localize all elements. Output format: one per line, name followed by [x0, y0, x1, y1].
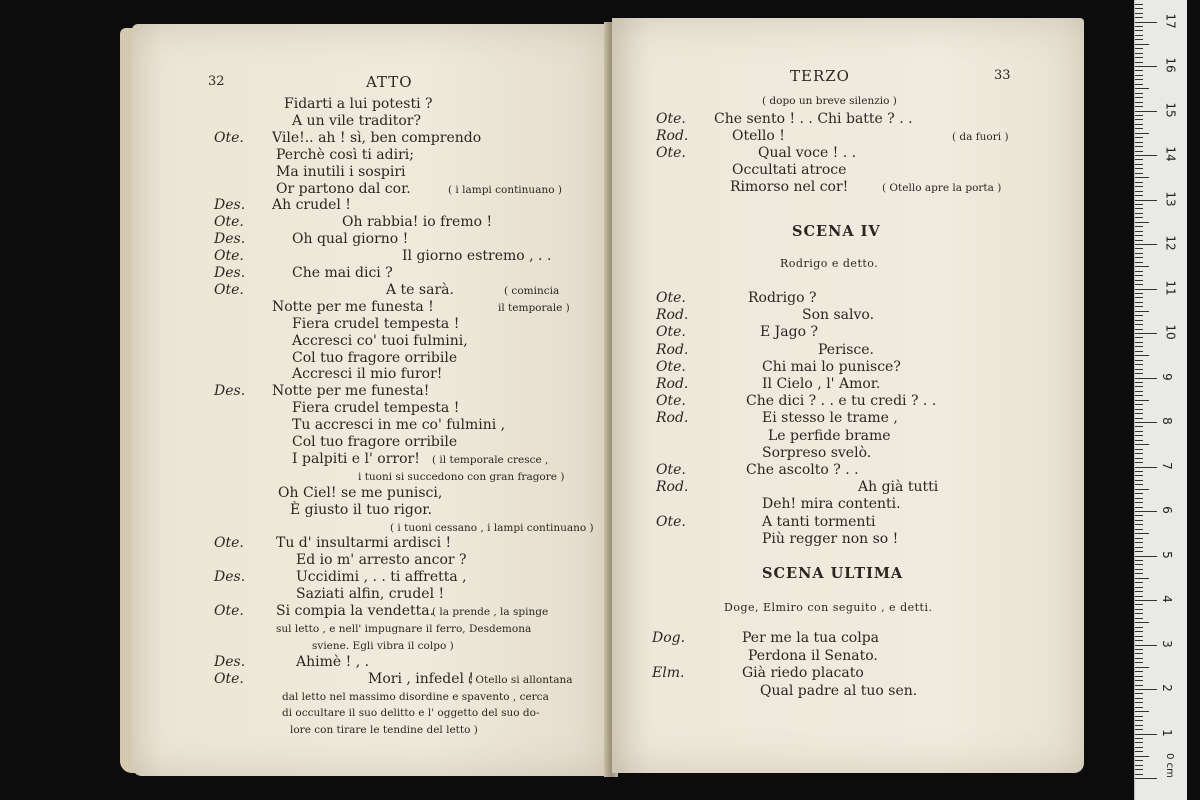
verse-line: Accresci co' tuoi fulmini, — [292, 332, 468, 349]
ruler-unit: 0 cm — [1163, 753, 1175, 778]
speaker-label: Rod. — [656, 410, 689, 427]
verse-line: Perisce. — [818, 341, 875, 358]
verse-line: Qual padre al tuo sen. — [760, 682, 918, 699]
speaker-label: Elm. — [652, 665, 685, 681]
verse-line: Oh Ciel! se me punisci, — [278, 484, 443, 501]
verse-line: Vile!.. ah ! sì, ben comprendo — [272, 129, 482, 146]
verse-line: Perdona il Senato. — [748, 647, 878, 664]
verse-line: Che dici ? . . e tu credi ? . . — [746, 393, 937, 410]
verse-line: Rimorso nel cor! — [730, 179, 849, 195]
speaker-label: Ote. — [214, 603, 244, 619]
open-book — [118, 18, 1088, 783]
speaker-label: Ote. — [214, 129, 244, 146]
verse-line: Sorpreso svelò. — [762, 444, 872, 461]
speaker-label: Ote. — [214, 670, 244, 687]
verse-line: Deh! mira contenti. — [762, 496, 901, 513]
verse-line: Ei stesso le trame , — [762, 410, 898, 427]
verse-line: Ma inutili i sospiri — [276, 163, 406, 180]
ruler-label: 2 — [1159, 684, 1174, 692]
stage-direction: ( dopo un breve silenzio ) — [762, 95, 897, 107]
speaker-label: Ote. — [656, 290, 686, 306]
ruler-label: 14 — [1163, 146, 1178, 162]
verse-line: Col tuo fragore orribile — [292, 349, 458, 366]
verse-line: Fidarti a lui potesti ? — [284, 96, 433, 112]
speaker-label: Des. — [214, 383, 246, 400]
left-page — [132, 24, 612, 776]
verse-line: Mori , infedel ! — [368, 670, 475, 687]
verse-line: Notte per me funesta! — [272, 383, 430, 400]
speaker-label: Ote. — [656, 145, 686, 161]
speaker-label: Ote. — [214, 214, 244, 231]
verse-line: Si compia la vendetta. — [276, 603, 435, 619]
speaker-label: Rod. — [656, 376, 689, 392]
stage-direction: sul letto , e nell' impugnare il ferro, Desdemona — [276, 622, 532, 635]
measuring-ruler — [1134, 0, 1187, 800]
running-head: ATTO — [366, 73, 413, 91]
speaker-label: Des. — [214, 569, 246, 586]
scene-characters: Doge, Elmiro con seguito , e detti. — [724, 601, 933, 614]
speaker-label: Ote. — [214, 248, 244, 265]
verse-line: Ed io m' arresto ancor ? — [296, 552, 467, 569]
speaker-label: Des. — [214, 653, 246, 670]
verse-line: Fiera crudel tempesta ! — [292, 400, 460, 417]
stage-direction: ( comincia — [504, 284, 560, 297]
verse-line: Oh rabbia! io fremo ! — [342, 214, 493, 231]
ruler-label: 17 — [1163, 12, 1178, 29]
verse-line: Occultati atroce — [732, 162, 847, 178]
speaker-label: Ote. — [656, 462, 686, 478]
stage-direction: ( da fuori ) — [952, 131, 1009, 143]
ruler-label: 10 — [1163, 324, 1178, 340]
speaker-label: Des. — [214, 231, 246, 248]
ruler-label: 12 — [1163, 235, 1178, 251]
verse-line: E Jago ? — [760, 324, 818, 341]
verse-line: Qual voce ! . . — [758, 145, 857, 161]
scene-title: SCENA ULTIMA — [762, 565, 904, 582]
speaker-label: Des. — [214, 265, 246, 281]
verse-line: Ahimè ! , . — [296, 653, 370, 670]
verse-line: Le perfide brame — [768, 427, 891, 444]
verse-line: Che mai dici ? — [292, 265, 393, 281]
speaker-label: Ote. — [656, 393, 686, 410]
verse-line: Tu d' insultarmi ardisci ! — [276, 535, 452, 552]
verse-line: Ah già tutti — [858, 479, 939, 496]
ruler-label: 5 — [1159, 550, 1174, 559]
verse-line: Or partono dal cor. — [276, 180, 411, 197]
verse-line: Otello ! — [732, 128, 785, 144]
verse-line: Che ascolto ? . . — [746, 462, 859, 478]
verse-line: A tanti tormenti — [762, 513, 876, 530]
speaker-label: Rod. — [656, 128, 689, 144]
speaker-label: Ote. — [656, 111, 686, 127]
speaker-label: Ote. — [656, 358, 686, 375]
stage-direction: ( i lampi continuano ) — [448, 183, 562, 196]
speaker-label: Rod. — [656, 307, 689, 324]
ruler-label: 11 — [1163, 279, 1178, 296]
speaker-label: Ote. — [656, 513, 686, 530]
stage-direction: ( i tuoni cessano , i lampi continuano ) — [390, 521, 594, 534]
running-head: TERZO — [790, 67, 850, 85]
ruler-label: 4 — [1159, 595, 1174, 603]
stage-direction: ( la prende , la spinge — [432, 606, 549, 618]
verse-line: A te sarà. — [386, 281, 454, 298]
stage-direction: lore con tirare le tendine del letto ) — [290, 724, 478, 737]
verse-line: Chi mai lo punisce? — [762, 358, 901, 375]
verse-line: Per me la tua colpa — [742, 630, 879, 646]
ruler-label: 7 — [1159, 461, 1174, 470]
stage-direction: dal letto nel massimo disordine e spavento , cerca — [282, 690, 549, 703]
right-page — [612, 18, 1084, 773]
speaker-label: Dog. — [652, 630, 686, 646]
verse-line: Saziati alfin, crudel ! — [296, 586, 445, 603]
ruler-label: 8 — [1159, 417, 1174, 425]
ruler-label: 15 — [1163, 101, 1178, 118]
verse-line: Il Cielo , l' Amor. — [762, 376, 881, 392]
speaker-label: Rod. — [656, 341, 689, 358]
ruler-label: 1 — [1159, 728, 1174, 737]
page-number: 32 — [208, 74, 225, 89]
page-number: 33 — [994, 68, 1011, 83]
speaker-label: Des. — [214, 197, 246, 214]
stage-direction: ( Otello apre la porta ) — [882, 182, 1002, 194]
verse-line: Oh qual giorno ! — [292, 231, 409, 248]
speaker-label: Rod. — [656, 479, 689, 496]
scene-characters: Rodrigo e detto. — [780, 257, 879, 270]
speaker-label: Ote. — [214, 281, 244, 298]
ruler-label: 16 — [1163, 57, 1178, 73]
verse-line: Col tuo fragore orribile — [292, 434, 458, 450]
verse-line: Notte per me funesta ! — [272, 298, 434, 315]
verse-line: Uccidimi , . . ti affretta , — [296, 569, 467, 586]
scene-title: SCENA IV — [792, 223, 881, 240]
verse-line: Ah crudel ! — [272, 197, 351, 214]
ruler-label: 13 — [1163, 190, 1178, 207]
stage-direction: sviene. Egli vibra il colpo ) — [312, 639, 454, 652]
ruler-label: 9 — [1159, 372, 1174, 381]
verse-line: I palpiti e l' orror! — [292, 450, 420, 467]
stage-direction: ( il temporale cresce , — [432, 453, 549, 466]
verse-line: A un vile traditor? — [292, 112, 422, 129]
verse-line: È giusto il tuo rigor. — [290, 501, 432, 518]
speaker-label: Ote. — [214, 535, 244, 552]
verse-line: Che sento ! . . Chi batte ? . . — [714, 111, 913, 127]
verse-line: Fiera crudel tempesta ! — [292, 315, 460, 332]
verse-line: Il giorno estremo , . . — [402, 248, 552, 265]
ruler-label: 3 — [1159, 639, 1174, 648]
verse-line: Tu accresci in me co' fulmini , — [292, 417, 506, 434]
verse-line: Perchè così ti adiri; — [276, 146, 414, 163]
verse-line: Più regger non so ! — [762, 530, 899, 547]
speaker-label: Ote. — [656, 324, 686, 341]
verse-line: Rodrigo ? — [748, 290, 817, 306]
stage-direction: il temporale ) — [498, 301, 570, 314]
verse-line: Già riedo placato — [742, 665, 864, 681]
stage-direction: di occultare il suo delitto e l' oggetto del suo do- — [282, 707, 540, 720]
stage-direction: i tuoni si succedono con gran fragore ) — [358, 470, 565, 483]
verse-line: Son salvo. — [802, 307, 875, 324]
stage-direction: ( Otello si allontana — [468, 673, 573, 686]
ruler-label: 6 — [1159, 506, 1174, 514]
verse-line: Accresci il mio furor! — [292, 366, 443, 383]
